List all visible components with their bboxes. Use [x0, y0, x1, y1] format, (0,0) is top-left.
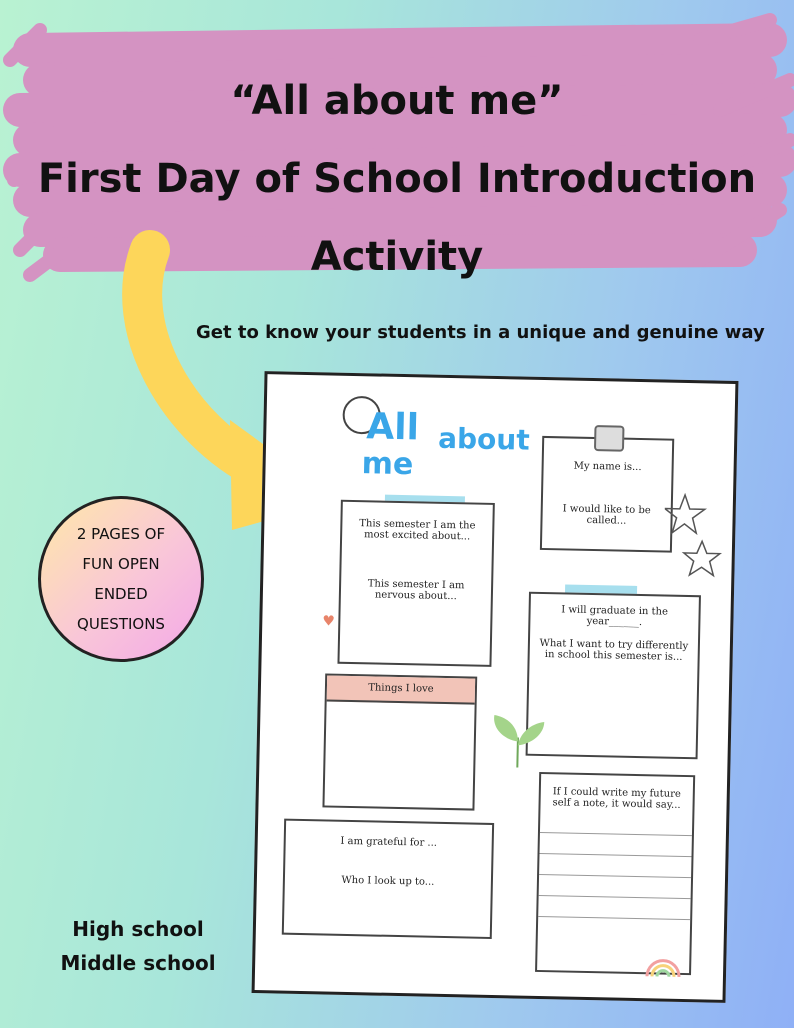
binder-clip-icon — [594, 425, 625, 452]
future-note-prompt: If I could write my future self a note, it would say... — [552, 786, 681, 811]
excited-prompt: This semester I am the most excited about... — [359, 518, 476, 543]
things-love-header — [327, 675, 476, 704]
graduate-prompt: I will graduate in the year______. — [561, 604, 669, 629]
worksheet-preview — [252, 371, 739, 1003]
called-prompt: I would like to be called... — [562, 503, 651, 527]
grateful-prompt: I am grateful for ... — [340, 835, 438, 849]
heart-icon: ♥ — [322, 613, 336, 630]
audience-labels — [58, 912, 218, 980]
audience-high-school: High school — [72, 917, 204, 941]
title-line-2: First Day of School Introduction — [37, 156, 757, 202]
look-up-prompt: Who I look up to... — [341, 874, 435, 888]
badge-line-4: QUESTIONS — [77, 615, 165, 633]
badge-line-1: 2 PAGES OF — [76, 525, 166, 543]
worksheet-title-about: about — [437, 421, 531, 457]
future-note-card — [535, 772, 695, 975]
things-love-card — [322, 673, 477, 810]
grateful-card — [282, 819, 494, 939]
note-line — [538, 896, 690, 920]
semester-card — [337, 500, 494, 667]
badge-line-2: FUN OPEN — [82, 555, 160, 573]
nervous-prompt: This semester I am nervous about... — [367, 578, 465, 603]
rainbow-icon — [643, 952, 684, 979]
worksheet-title-me: me — [361, 446, 414, 483]
name-card — [540, 436, 674, 553]
differently-prompt: What I want to try differently in school this semester is... — [539, 637, 689, 663]
title-line-3: Activity — [310, 234, 484, 280]
title-line-1: “All about me” — [230, 78, 564, 124]
pages-badge — [38, 496, 204, 662]
things-love-label: Things I love — [368, 682, 434, 695]
leaf-icon — [487, 709, 548, 770]
badge-line-3: ENDED — [94, 585, 148, 603]
audience-middle-school: Middle school — [60, 951, 216, 975]
name-prompt: My name is... — [573, 460, 642, 474]
worksheet-title-all: All — [365, 406, 420, 449]
graduate-card — [526, 592, 701, 760]
star-icon — [663, 493, 725, 584]
tagline: Get to know your students in a unique and genuine way — [196, 322, 765, 343]
